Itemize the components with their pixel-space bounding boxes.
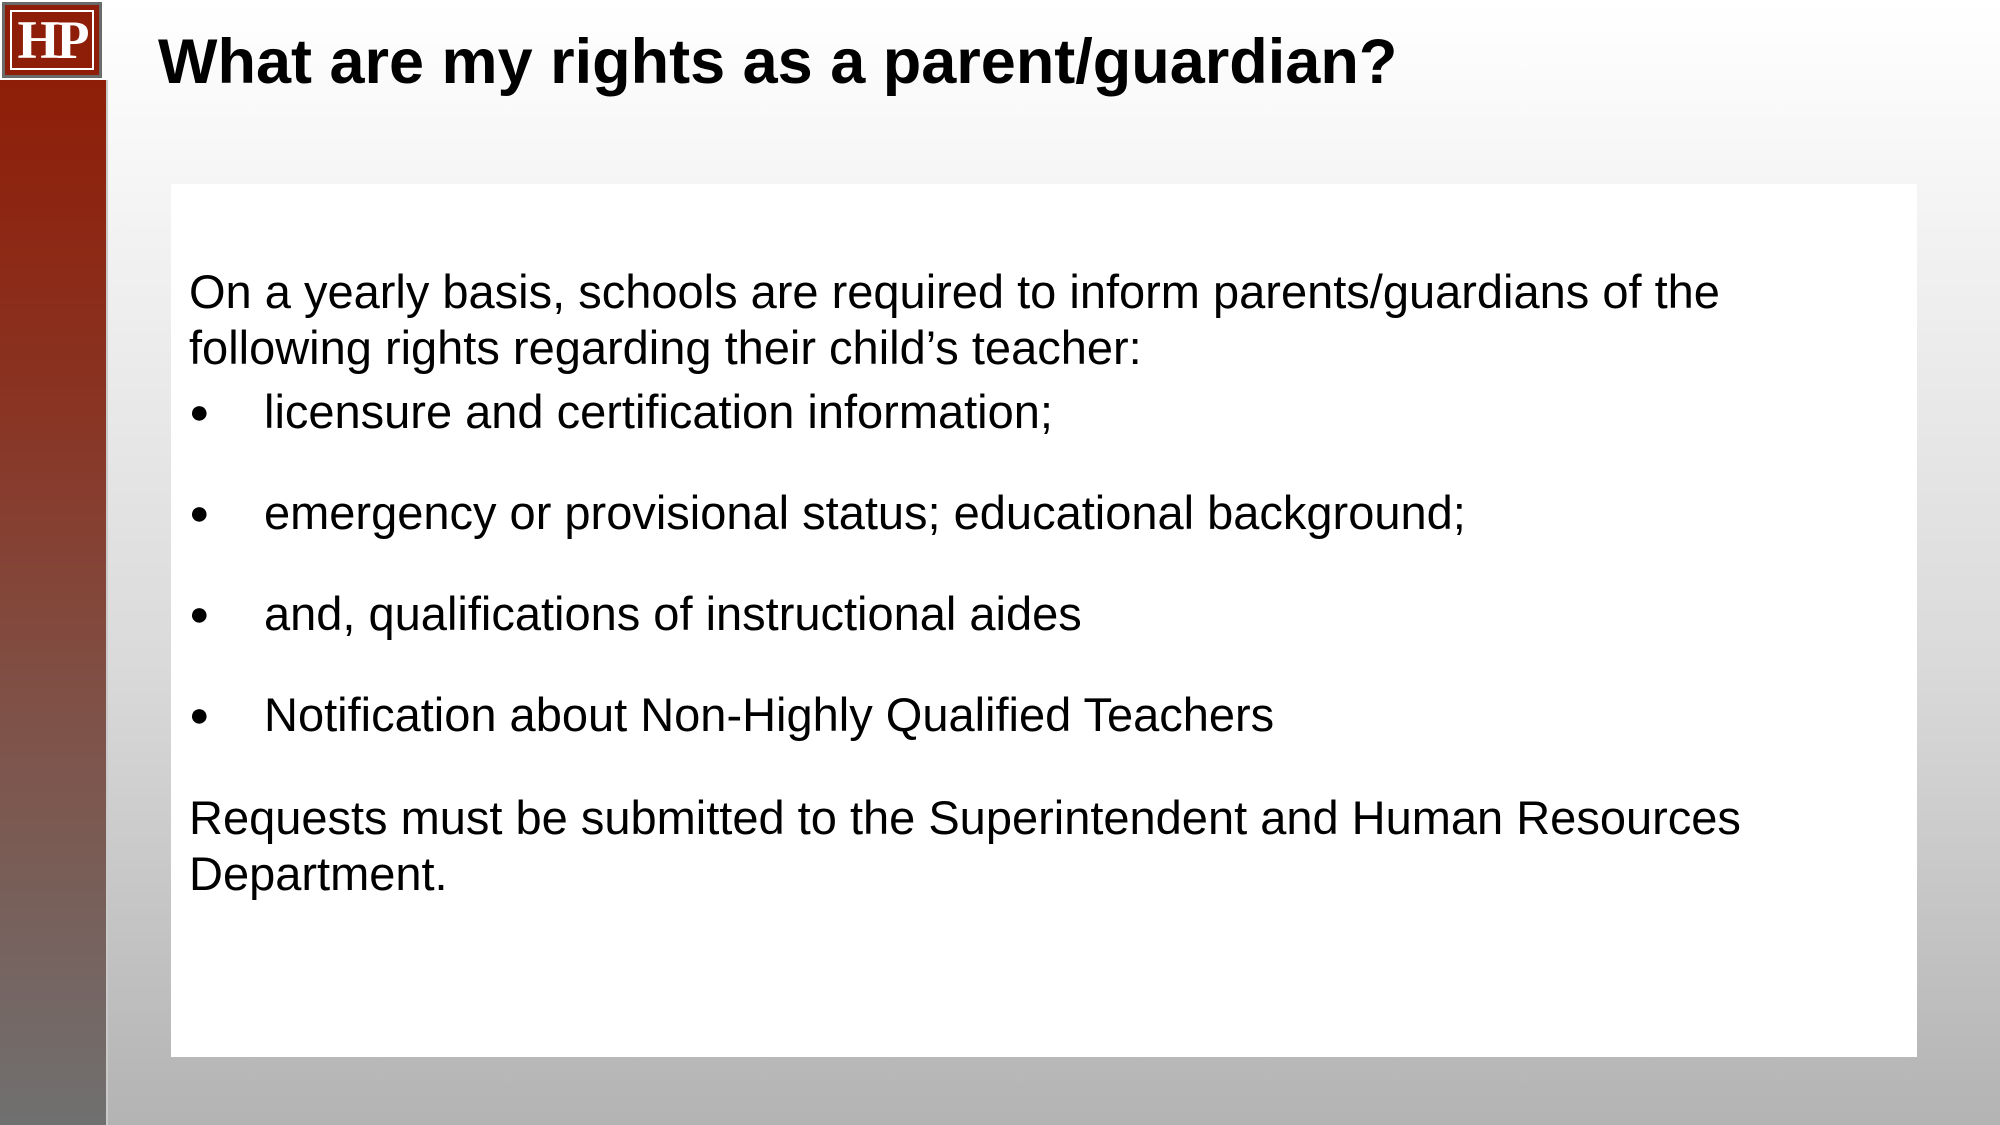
list-item — [189, 485, 1466, 586]
list-item — [189, 687, 1466, 788]
rights-list — [189, 384, 1466, 788]
bullet-icon: ● — [189, 696, 210, 734]
list-item-text: emergency or provisional status; educational background; — [264, 486, 1466, 539]
list-item-text: licensure and certification information; — [264, 385, 1053, 438]
logo-text: HP — [17, 10, 87, 70]
slide-title: What are my rights as a parent/guardian? — [158, 27, 1398, 97]
sidebar-accent-bar — [0, 80, 108, 1125]
hp-logo — [2, 2, 102, 78]
list-item-text: Notification about Non-Highly Qualified Teachers — [264, 688, 1275, 741]
list-item — [189, 586, 1466, 687]
bullet-icon: ● — [189, 595, 210, 633]
content-panel — [171, 184, 1917, 1057]
intro-text: On a yearly basis, schools are required to inform parents/guardians of the following rights regarding their child’s teacher: — [189, 265, 1720, 374]
list-item — [189, 384, 1466, 485]
closing-text: Requests must be submitted to the Superintendent and Human Resources Department. — [189, 791, 1741, 900]
bullet-icon: ● — [189, 393, 210, 431]
bullet-icon: ● — [189, 494, 210, 532]
list-item-text: and, qualifications of instructional aides — [264, 587, 1082, 640]
